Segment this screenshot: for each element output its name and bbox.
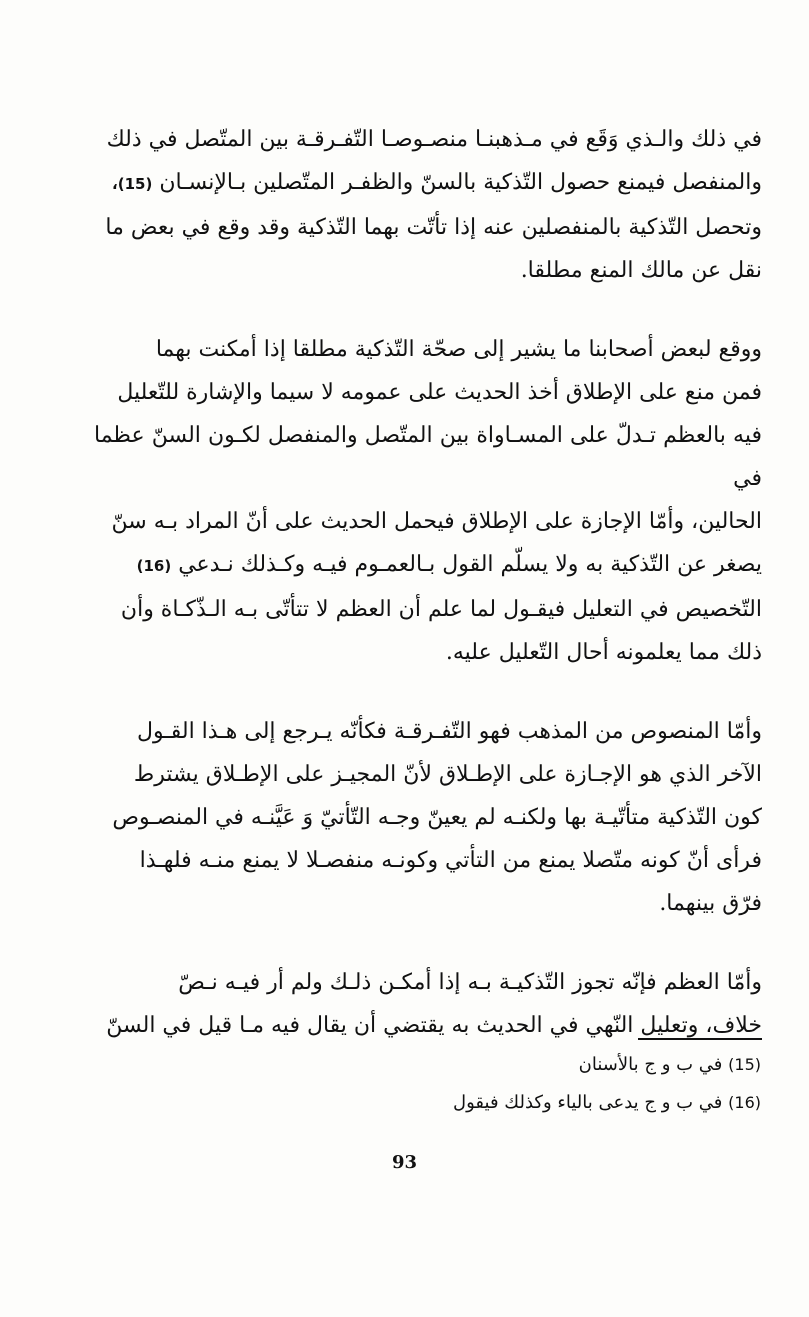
footnote-ref-16: (16)	[136, 557, 172, 575]
footnote-text: في ب و ج يدعى بالياء وكذلك فيقول	[453, 1092, 723, 1113]
paragraph-2	[94, 328, 762, 674]
text-line: ذلك مما يعلمونه أحال التّعليل عليه.	[445, 640, 762, 665]
text-line: خلاف، وتعليل النّهي في الحديث به يقتضي أن يقال فيه مـا قيل في السنّ	[106, 1013, 762, 1038]
text-line: نقل عن مالك المنع مطلقا.	[520, 258, 762, 283]
text-line: فرّق بينهما.	[659, 891, 762, 916]
text-line: التّخصيص في التعليل فيقـول لما علم أن العظم لا تتأتّى بـه الـذّكـاة وأن	[120, 597, 762, 622]
footnote-text: في ب و ج بالأسنان	[578, 1054, 723, 1075]
footnote-16	[261, 1084, 761, 1122]
text-line: والمنفصل فيمنع حصول التّذكية بالسنّ والظفـر المتّصلين بـالإنسـان	[152, 170, 762, 195]
footnotes	[261, 1046, 761, 1122]
text-line: كون التّذكية متأتّيـة بها ولكنـه لم يعينّ وجـه التّأتيّ وَ عَيَّنـه في المنصـوص	[112, 805, 762, 830]
text-line: فمن منع على الإطلاق أخذ الحديث على عمومه لا سيما والإشارة للتّعليل	[117, 380, 762, 405]
footnote-divider	[638, 1038, 762, 1040]
footnote-number: (16)	[728, 1093, 761, 1112]
paragraph-4	[94, 961, 762, 1047]
page-number: 93	[391, 1152, 418, 1173]
main-text	[94, 118, 762, 1047]
text-line: وأمّا المنصوص من المذهب فهو التّفـرقـة فكأنّه يـرجع إلى هـذا القـول	[136, 719, 762, 744]
paragraph-1	[94, 118, 762, 292]
text-line: الآخر الذي هو الإجـازة على الإطـلاق لأنّ المجيـز على الإطـلاق يشترط	[133, 762, 762, 787]
text-line: يصغر عن التّذكية به ولا يسلّم القول بـالعمـوم فيـه وكـذلك نـدعي	[171, 552, 762, 577]
text-line: فيه بالعظم تـدلّ على المسـاواة بين المتّصل والمنفصل لكـون السنّ عظما في	[94, 423, 762, 491]
footnote-ref-15: (15)،	[112, 175, 153, 193]
footnote-number: (15)	[728, 1055, 761, 1074]
text-line: وتحصل التّذكية بالمنفصلين عنه إذا تأتّت بهما التّذكية وقد وقع في بعض ما	[105, 215, 762, 240]
text-line: فرأى أنّ كونه متّصلا يمنع من التأتي وكونـه منفصـلا لا يمنع منـه فلهـذا	[139, 848, 762, 873]
text-line: الحالين، وأمّا الإجازة على الإطلاق فيحمل الحديث على أنّ المراد بـه سنّ	[111, 509, 762, 534]
text-line: وأمّا العظم فإنّه تجوز التّذكيـة بـه إذا أمكـن ذلـك ولم أر فيـه نـصّ	[178, 970, 762, 995]
footnote-15	[261, 1046, 761, 1084]
text-line: ووقع لبعض أصحابنا ما يشير إلى صحّة التّذكية مطلقا إذا أمكنت بهما	[155, 337, 762, 362]
paragraph-3	[94, 710, 762, 925]
text-line: في ذلك والـذي وَقَع في مـذهبنـا منصـوصـا التّفـرقـة بين المتّصل في ذلك	[106, 127, 762, 152]
